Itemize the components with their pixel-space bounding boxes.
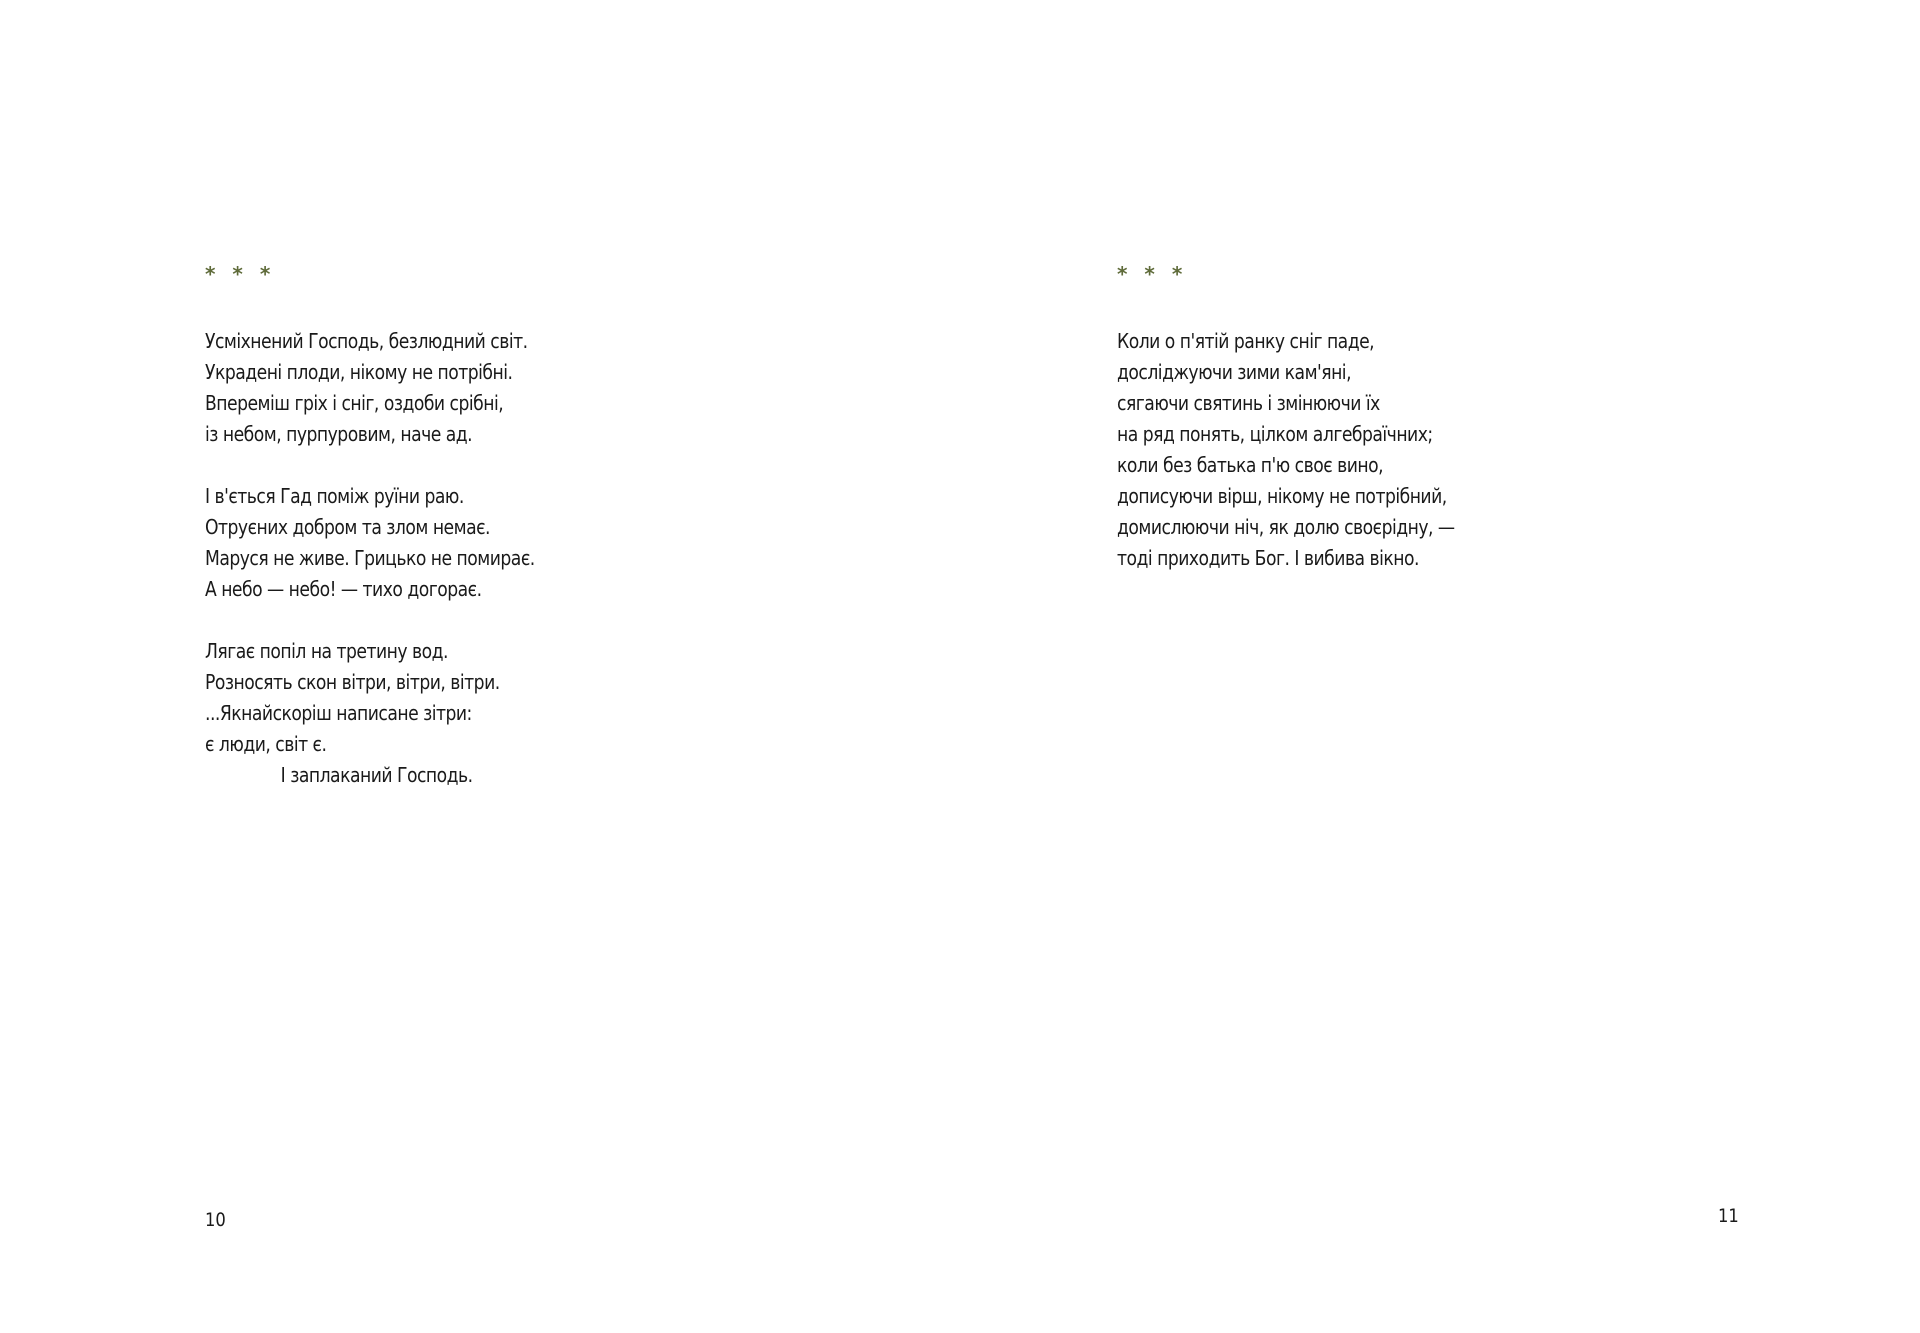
poem-line: на ряд понять, цілком алгебраїчних; [1117, 422, 1433, 446]
poem-line: Лягає попіл на третину вод. [205, 639, 448, 663]
poem-line: домислюючи ніч, як долю своєрідну, — [1117, 515, 1455, 539]
left-asterism: * * * [205, 262, 276, 286]
right-page [960, 0, 1920, 1333]
poem-line: Отруєних добром та злом немає. [205, 515, 490, 539]
poem-line: тоді приходить Бог. І вибива вікно. [1117, 546, 1419, 570]
poem-line: Усміхнений Господь, безлюдний світ. [205, 329, 528, 353]
poem-line: А небо — небо! — тихо догорає. [205, 577, 482, 601]
poem-line: Коли о п'ятій ранку сніг паде, [1117, 329, 1375, 353]
right-poem [1117, 326, 1510, 605]
poem-line: коли без батька п'ю своє вино, [1117, 453, 1384, 477]
poem-line: є люди, світ є. [205, 732, 327, 756]
poem-line: із небом, пурпуровим, наче ад. [205, 422, 473, 446]
right-asterism: * * * [1117, 262, 1188, 286]
page-number-left: 10 [205, 1209, 226, 1231]
right-stanza-1 [1117, 326, 1510, 574]
poem-line: Украдені плоди, нікому не потрібні. [205, 360, 513, 384]
poem-line: І в'ється Гад поміж руїни раю. [205, 484, 464, 508]
poem-line: досліджуючи зими кам'яні, [1117, 360, 1352, 384]
left-poem [205, 326, 588, 822]
left-stanza-1 [205, 326, 588, 450]
left-stanza-3 [205, 636, 588, 791]
poem-line: ...Якнайскоріш написане зітри: [205, 701, 472, 725]
page-number-right: 11 [1718, 1205, 1739, 1227]
poem-line: дописуючи вірш, нікому не потрібний, [1117, 484, 1447, 508]
poem-line-indented: І заплаканий Господь. [280, 763, 473, 787]
poem-line: Впереміш гріх і сніг, оздоби срібні, [205, 391, 504, 415]
poem-line: Маруся не живе. Грицько не помирає. [205, 546, 535, 570]
poem-line: Розносять скон вітри, вітри, вітри. [205, 670, 500, 694]
poem-line: сягаючи святинь і змінюючи їх [1117, 391, 1380, 415]
left-stanza-2 [205, 481, 588, 605]
